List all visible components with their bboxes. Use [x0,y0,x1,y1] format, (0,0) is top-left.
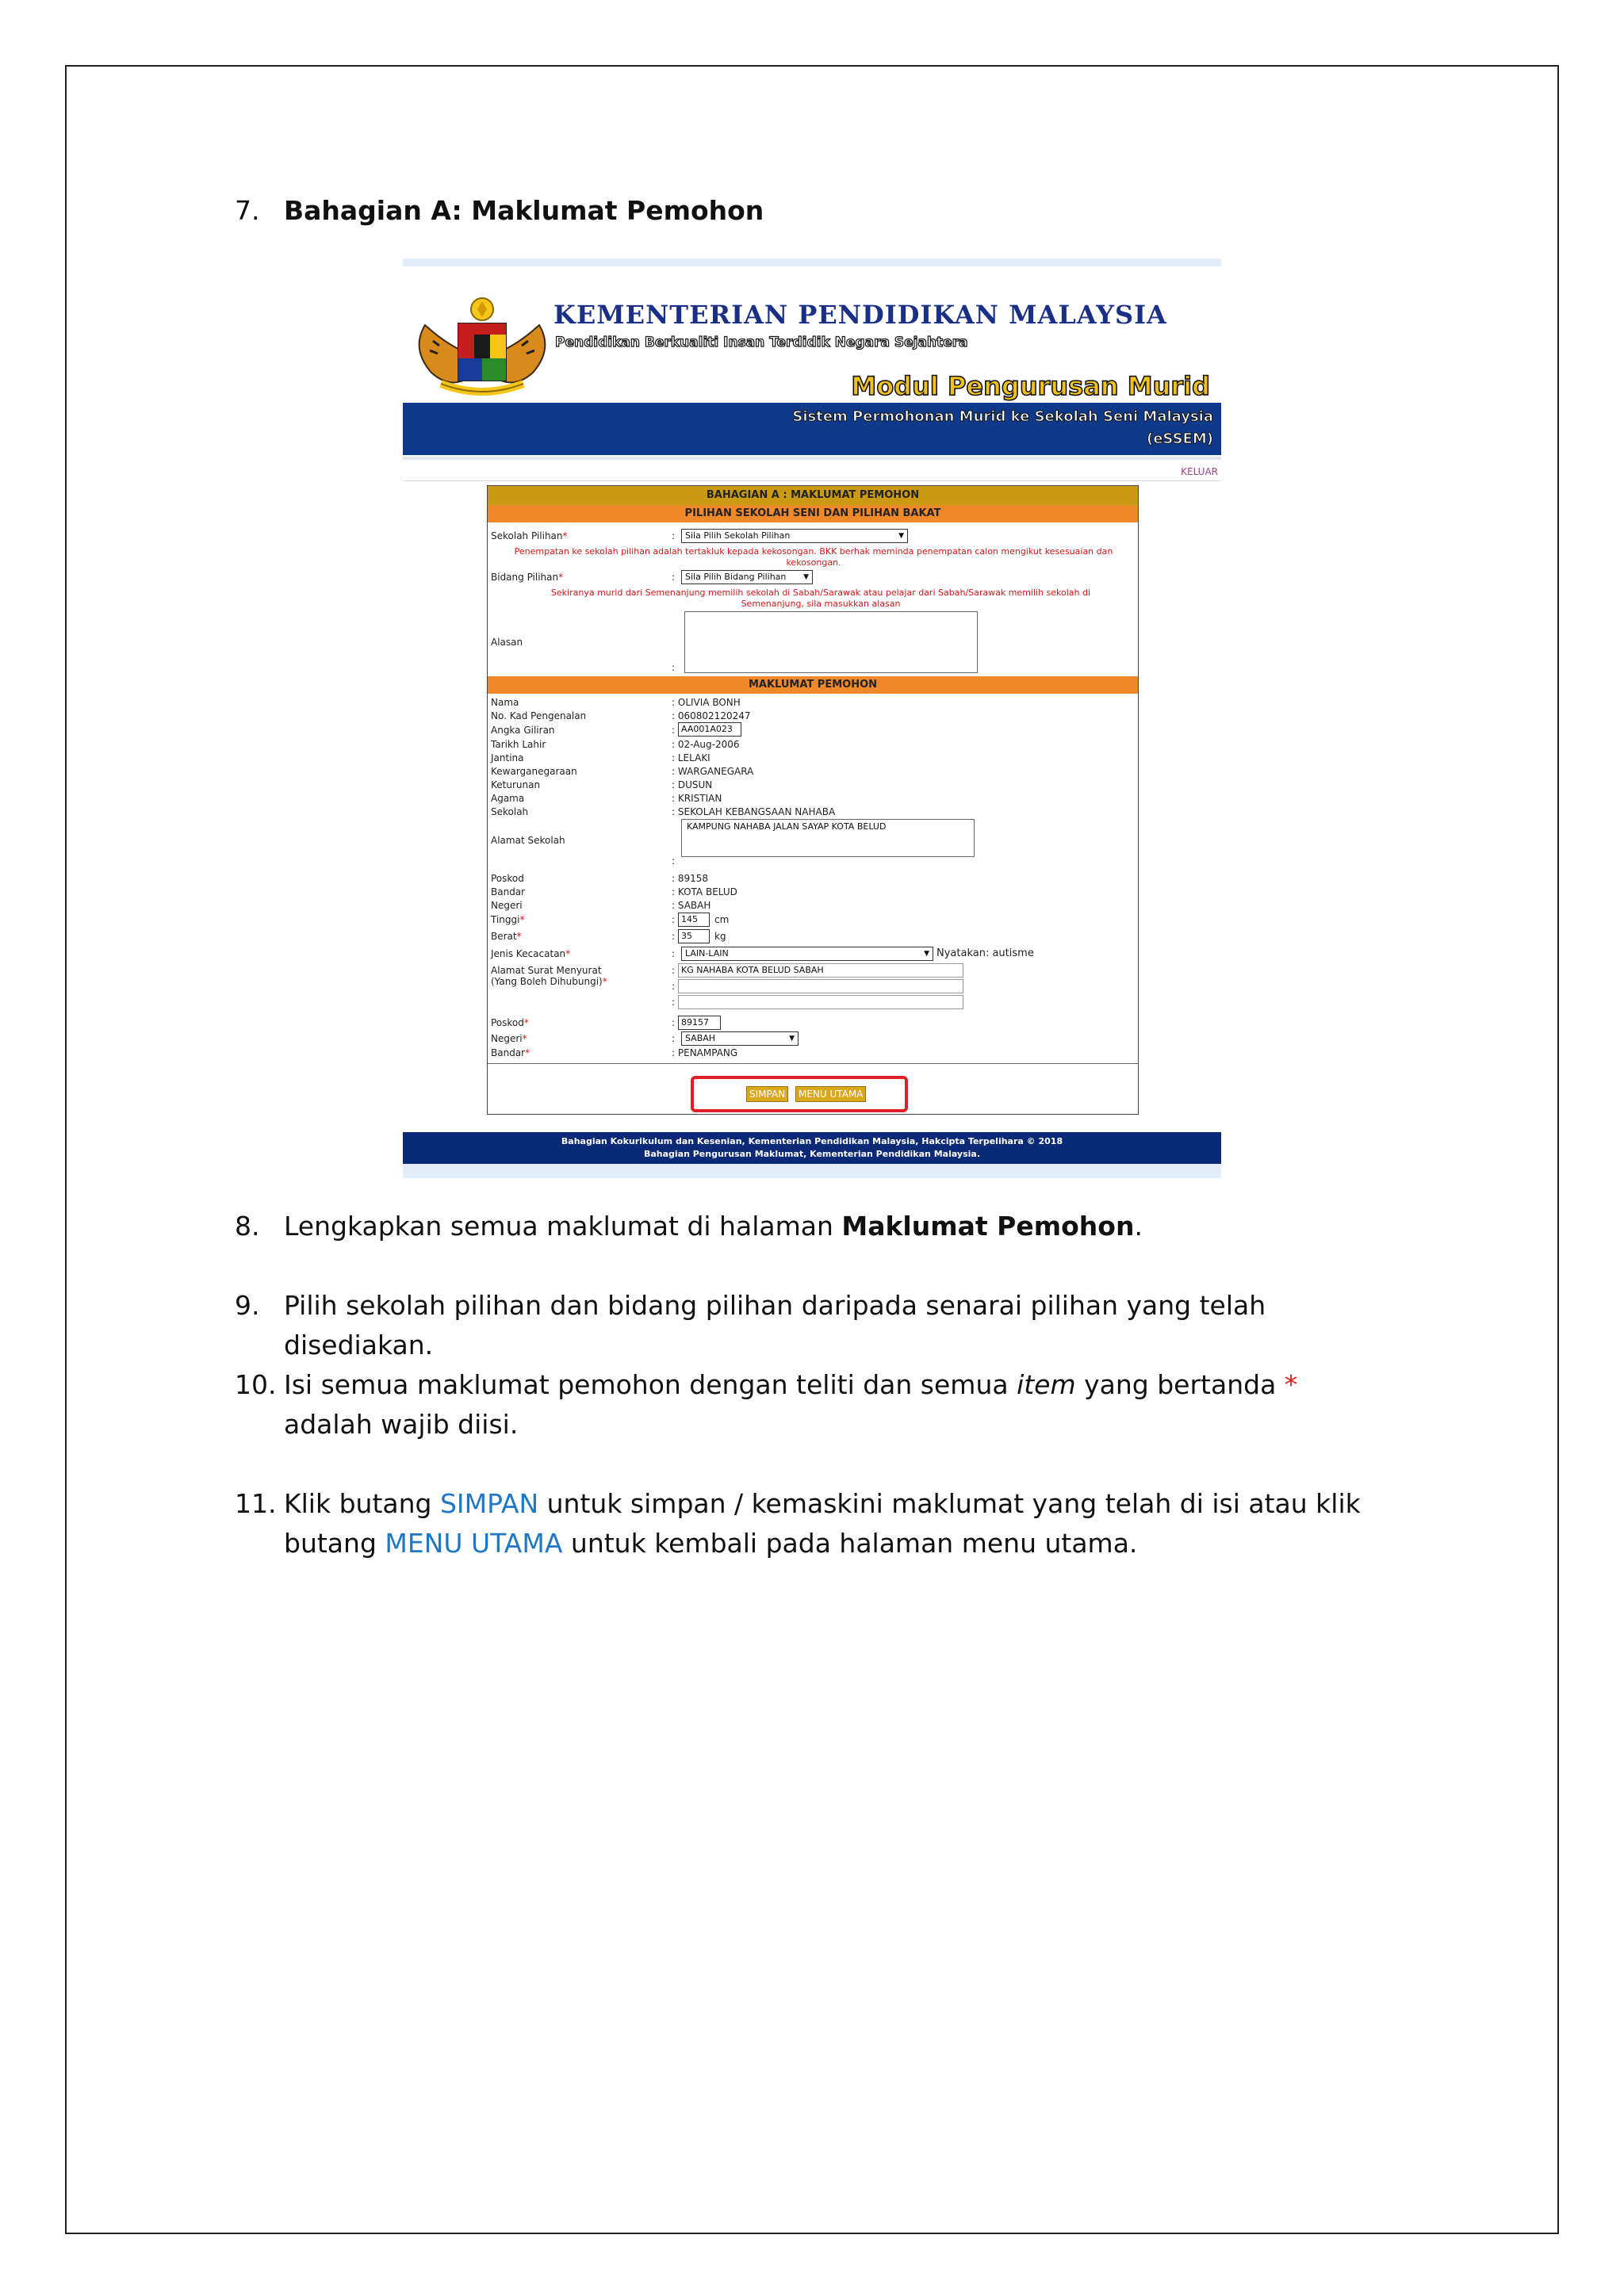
heading-prefix: Bahagian A [284,195,452,226]
weight-label: Berat* [491,931,522,942]
step-10: 10. Isi semua maklumat pemohon dengan teliti dan semua item yang bertanda * adalah wajib diisi. [235,1369,1298,1440]
logout-link[interactable]: KELUAR [1181,466,1218,477]
state-label: Negeri [491,900,523,911]
city-label: Bandar [491,886,526,897]
ic-label: No. Kad Pengenalan [491,710,587,721]
name-label: Nama [491,697,519,708]
mail-city-value: : PENAMPANG [672,1047,738,1058]
index-label: Angka Giliran [491,725,555,736]
height-label: Tinggi* [491,914,525,925]
city-value: : KOTA BELUD [672,886,737,897]
coat-of-arms-icon [409,293,555,401]
postcode-label: Poskod [491,873,524,884]
mail-address-sublabel: (Yang Boleh Dihubungi)* [491,976,607,987]
footer-strip [403,1164,1221,1178]
main-menu-button[interactable]: MENU UTAMA [795,1086,866,1102]
school-choice-note: Penempatan ke sekolah pilihan adalah tertakluk kepada kekosongan. BKK berhak meminda penempatan calon mengikut kesesuaian dan kekosongan. [514,546,1113,568]
dropdown-arrow-icon: ▼ [924,950,929,958]
school-value: : SEKOLAH KEBANGSAAN NAHABA [672,806,836,817]
button-bar-divider [488,1063,1138,1064]
heading-title: Maklumat Pemohon [471,195,764,226]
menu-utama-reference: MENU UTAMA [385,1528,563,1559]
religion-value: : KRISTIAN [672,793,722,804]
dropdown-arrow-icon: ▼ [803,573,809,581]
heading-colon: : [451,195,462,226]
reason-label: Alasan [491,637,523,648]
religion-label: Agama [491,793,525,804]
dob-value: : 02-Aug-2006 [672,739,740,750]
mail-address-label: Alamat Surat Menyurat [491,965,602,976]
motto: Pendidikan Berkualiti Insan Terdidik Negara Sejahtera [555,335,968,350]
section-a-header: BAHAGIAN A : MAKLUMAT PEMOHON [488,486,1138,505]
mail-postcode-label: Poskod* [491,1017,529,1028]
module-title: Modul Pengurusan Murid [851,371,1210,401]
top-strip [403,258,1221,266]
simpan-reference: SIMPAN [439,1488,539,1519]
separator [403,480,1221,481]
subline [403,457,1221,460]
school-address-label: Alamat Sekolah [491,835,565,846]
disability-select[interactable]: LAIN-LAIN ▼ [681,947,933,961]
race-label: Keturunan [491,779,541,790]
weight-unit: kg [714,931,726,942]
save-button[interactable]: SIMPAN [746,1086,788,1102]
school-choice-header: PILIHAN SEKOLAH SENI DAN PILIHAN BAKAT [488,505,1138,522]
dob-label: Tarikh Lahir [491,739,546,750]
school-label: Sekolah [491,806,529,817]
gender-value: : LELAKI [672,752,710,763]
step-number: 7. [235,195,260,226]
postcode-value: : 89158 [672,873,709,884]
mail-postcode-input[interactable]: 89157 [678,1016,721,1030]
system-name: Sistem Permohonan Murid ke Sekolah Seni Malaysia (eSSEM) [792,408,1213,447]
mail-state-label: Negeri* [491,1033,527,1044]
disability-note: Nyatakan: autisme [936,947,1034,959]
ministry-title: KEMENTERIAN PENDIDIKAN MALAYSIA [553,300,1167,330]
height-unit: cm [714,914,730,925]
field-choice-label: Bidang Pilihan* [491,572,564,583]
step-9: 9. Pilih sekolah pilihan dan bidang pilihan daripada senarai pilihan yang telah disediakan. [235,1290,1266,1360]
height-input[interactable]: 145 [678,913,710,927]
dropdown-arrow-icon: ▼ [789,1035,795,1043]
disability-label: Jenis Kecacatan* [491,948,571,959]
school-choice-label: Sekolah Pilihan* [491,530,568,541]
application-form: BAHAGIAN A : MAKLUMAT PEMOHON PILIHAN SEKOLAH SENI DAN PILIHAN BAKAT Sekolah Pilihan* : Sila Pilih Sekolah Pilihan ▼ Penempatan ke sekolah pilihan adalah tertakluk kepada kekosongan. BKK berhak meminda penempatan calon mengikut kesesuaian dan kekosongan. Bidang Pilihan* : Sila Pilih Bidang Pilihan ▼ Sekiranya murid dari Semenanjung memilih sekolah di Sabah/Sarawak atau pelajar dari Sabah/Sarawak memilih sekolah di Semenanjung, sila masukkan alasan Alasan : MAKLUMAT PEMOHON Nama : OLIVIA BONH No. Kad Pengenalan : 060802120247 Angka Giliran : AA001A023 Tarikh Lahir : 02-Aug-2006 Jantina : LELAKI Kewarganegaraan : WARGANEGARA Keturunan : DUSUN Agama : KRISTIAN Sekolah : SEKOLAH KEBANGSAAN NAHABA Alamat Sekolah : KAMPUNG NAHABA JALAN SAYAP KOTA BELUD Poskod : 89158 Bandar : KOTA BELUD Negeri : SABAH Tinggi* : 145 cm Berat* : 35 kg Jenis Kecacatan* : LAIN-LAIN ▼ Nyatakan: autisme Alamat Surat Menyurat (Yang Boleh Dihubungi)* : KG NAHABA KOTA BELUD SABAH : : Poskod* : 89157 Negeri* : SABAH ▼ Bandar* : PENAMPANG SIMPAN MENU UTAMA [487,485,1139,1115]
mail-address-line1[interactable]: KG NAHABA KOTA BELUD SABAH [678,963,963,978]
dropdown-arrow-icon: ▼ [898,532,904,540]
applicant-info-header: MAKLUMAT PEMOHON [488,676,1138,694]
ic-value: : 060802120247 [672,710,751,721]
name-value: : OLIVIA BONH [672,697,741,708]
citizen-value: : WARGANEGARA [672,766,754,777]
weight-input[interactable]: 35 [678,929,710,943]
school-address-textarea[interactable]: KAMPUNG NAHABA JALAN SAYAP KOTA BELUD [681,819,975,857]
step-8: 8. Lengkapkan semua maklumat di halaman Maklumat Pemohon. [235,1211,1143,1242]
required-star: * [1284,1369,1298,1400]
reason-textarea[interactable] [684,611,978,673]
mail-city-label: Bandar* [491,1047,530,1058]
mail-address-line3[interactable] [678,995,963,1009]
footer-bar: Bahagian Kokurikulum dan Kesenian, Kementerian Pendidikan Malaysia, Hakcipta Terpelihara © 2018 Bahagian Pengurusan Maklumat, Kementerian Pendidikan Malaysia. [403,1132,1221,1164]
mail-address-line2[interactable] [678,979,963,993]
form-screenshot [403,258,1221,1178]
mail-state-select[interactable]: SABAH ▼ [681,1031,799,1046]
gender-label: Jantina [491,752,524,763]
school-choice-select[interactable]: Sila Pilih Sekolah Pilihan ▼ [681,529,908,543]
race-value: : DUSUN [672,779,713,790]
field-choice-select[interactable]: Sila Pilih Bidang Pilihan ▼ [681,570,813,584]
step-11: 11. Klik butang SIMPAN untuk simpan / kemaskini maklumat yang telah di isi atau klik butang MENU UTAMA untuk kembali pada halaman menu utama. [235,1488,1361,1559]
field-choice-note: Sekiranya murid dari Semenanjung memilih sekolah di Sabah/Sarawak atau pelajar dari Sabah/Sarawak memilih sekolah di Semenanjung, sila masukkan alasan [550,587,1091,609]
citizen-label: Kewarganegaraan [491,766,577,777]
index-input[interactable]: AA001A023 [678,722,741,737]
state-value: : SABAH [672,900,711,911]
